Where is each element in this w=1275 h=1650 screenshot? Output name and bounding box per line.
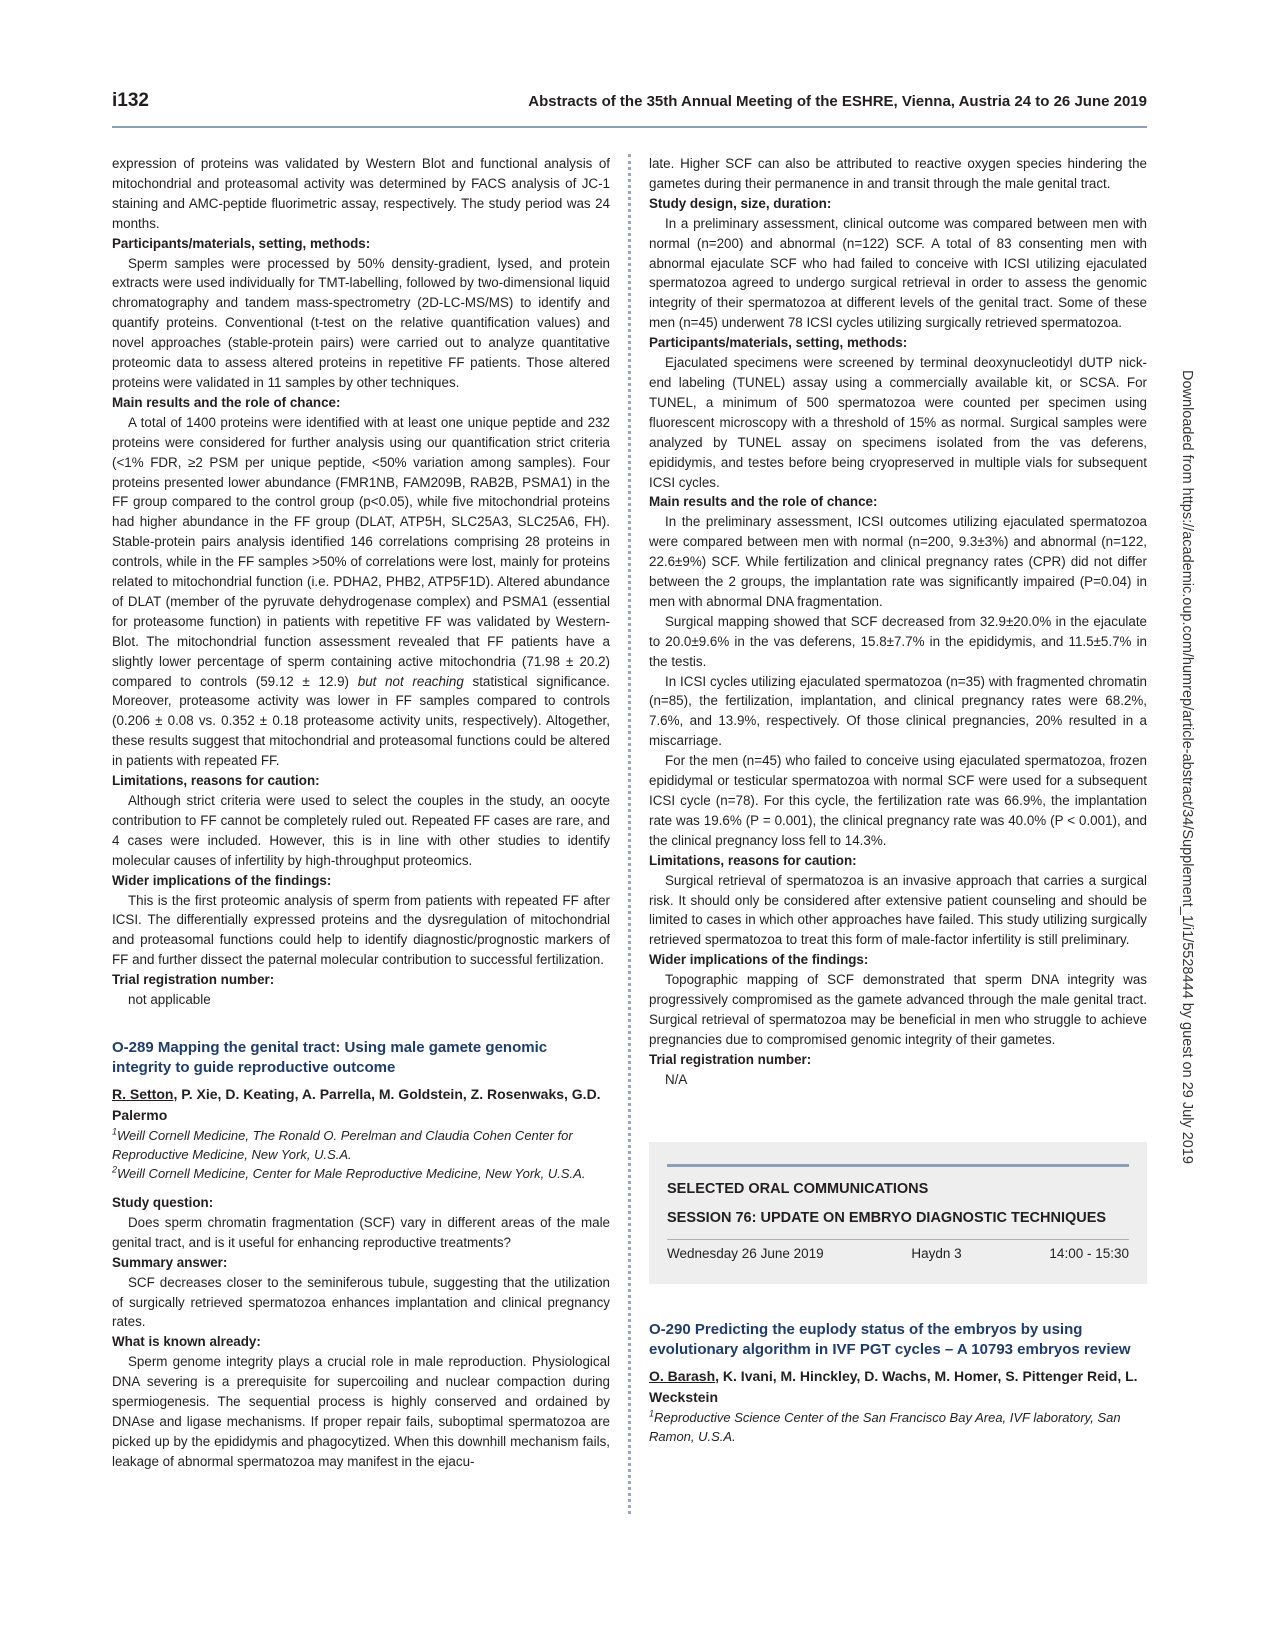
spacer [112, 1183, 610, 1193]
trial-registration-value: not applicable [128, 992, 211, 1008]
presenting-author: R. Setton [112, 1085, 174, 1102]
paragraph: In a preliminary assessment, clinical outcome was compared between men with normal (n=200) and abnormal (n=122) SCF. A total of 83 consenting men with abnormal ejaculate SCF who had failed to conceive with ICSI utilizing ejaculated spermatozoa agreed to undergo surgical retrieval in order to assess the genomic integrity of their spermatozoa at different levels of the genital tract. Some of these men (n=45) underwent 78 ICSI cycles utilizing surgically retrieved spermatozoa. [649, 215, 1147, 331]
session-room: Haydn 3 [911, 1245, 962, 1261]
intro-paragraph: expression of proteins was validated by Western Blot and functional analysis of mitochondrial and proteasomal activity was determined by FACS analysis of JC-1 staining and AMC-peptide fluorimetric assay, respectively. The study period was 24 months. [112, 156, 610, 231]
affiliation [112, 1126, 610, 1164]
page-number: i132 [112, 90, 149, 111]
paragraph: Ejaculated specimens were screened by terminal deoxynucleotidyl dUTP nick-end labeling (TUNEL) assay using a commercially available kit, or SCSA. For TUNEL, a minimum of 500 spermatozoa were counted per specimen using fluorescent microscopy with a threshold of 15% as normal. Surgical samples were analyzed by TUNEL assay on specimens isolated from the vas deferens, epididymis, and testes before being cryopreserved in multiple vials for subsequent ICSI cycles. [649, 355, 1147, 490]
paragraph: Surgical mapping showed that SCF decreased from 32.9±20.0% in the ejaculate to 20.0±9.6% in the vas deferens, 15.8±7.7% in the epididymis, and 11.5±5.7% in the testis. [649, 613, 1147, 669]
section-heading: Main results and the role of chance: [649, 494, 878, 510]
author-list [112, 1084, 610, 1126]
header-rule [112, 126, 1147, 128]
paragraph: For the men (n=45) who failed to conceive using ejaculated spermatozoa, frozen epididymal or testicular spermatozoa with normal SCF were used for a subsequent ICSI cycle (n=78). For this cycle, the fertilization rate was 66.9%, the implantation rate was 19.6% (P = 0.001), the clinical pregnancy rate was 40.0% (P < 0.001), and the clinical pregnancy loss fell to 14.3%. [649, 753, 1147, 848]
affiliation-marker: 1 [112, 1126, 118, 1137]
left-column [112, 154, 610, 1472]
section-heading: Limitations, reasons for caution: [112, 773, 320, 789]
affiliation-marker: 1 [649, 1408, 655, 1419]
affiliation-text: Weill Cornell Medicine, The Ronald O. Perelman and Claudia Cohen Center for Reproductive Medicine, New York, U.S.A. [112, 1127, 573, 1162]
section-heading: Wider implications of the findings: [112, 872, 332, 888]
text-run: statistical significance. Moreover, proteasome activity was lower in FF samples compared to controls (0.206 ± 0.08 vs. 0.352 ± 0.18 proteasome activity units, respectively). Altogether, these results suggest that mitochondrial and proteasomal functions could be altered in patients with repeated FF. [112, 673, 610, 769]
paragraph: SCF decreases closer to the seminiferous tubule, suggesting that the utilization of surgically retrieved spermatozoa enhances implantation and clinical pregnancy rates. [112, 1274, 610, 1330]
presenting-author: O. Barash [649, 1367, 716, 1384]
session-date: Wednesday 26 June 2019 [667, 1245, 824, 1261]
session-time: 14:00 - 15:30 [1049, 1245, 1129, 1261]
trial-registration-value: N/A [665, 1071, 688, 1087]
column-separator [628, 154, 631, 1514]
other-authors: , K. Ivani, M. Hinckley, D. Wachs, M. Homer, S. Pittenger Reid, L. Weckstein [649, 1367, 1138, 1405]
abstract-title: O-290 Predicting the euplody status of the embryos by using evolutionary algorithm in IVF PGT cycles – A 10793 embryos review [649, 1320, 1131, 1358]
author-list [649, 1366, 1147, 1408]
paragraph: Does sperm chromatin fragmentation (SCF) vary in different areas of the male genital tract, and is it useful for enhancing reproductive treatments? [112, 1214, 610, 1250]
affiliation [649, 1408, 1147, 1446]
section-heading: Participants/materials, setting, methods: [649, 335, 908, 351]
section-heading: Summary answer: [112, 1254, 228, 1270]
section-heading: Participants/materials, setting, methods: [112, 235, 371, 251]
session-meta [667, 1239, 1129, 1264]
section-heading: Main results and the role of chance: [112, 394, 341, 410]
section-heading: What is known already: [112, 1334, 261, 1350]
session-title: SESSION 76: UPDATE ON EMBRYO DIAGNOSTIC TECHNIQUES [667, 1209, 1107, 1226]
paragraph: Sperm genome integrity plays a crucial role in male reproduction. Physiological DNA severing is a prerequisite for supercoiling and nuclear compaction during spermiogenesis. The sequential process is highly conserved and ordained by DNAse and ligase mechanisms. If proper repair fails, suboptimal spermatozoa are picked up by the epididymis and phagocytized. When this downhill mechanism fails, leakage of abnormal spermatozoa may manifest in the ejacu- [112, 1354, 610, 1469]
other-authors: , P. Xie, D. Keating, A. Parrella, M. Goldstein, Z. Rosenwaks, G.D. Palermo [112, 1085, 601, 1123]
paragraph: Sperm samples were processed by 50% density-gradient, lysed, and protein extracts were used individually for TMT-labelling, followed by two-dimensional liquid chromatography and tandem mass-spectrometry (2D-LC-MS/MS) to identify and quantify proteins. Conventional (t-test on the relative quantification values) and novel approaches (stable-protein pairs) were carried out to analyze quantitative proteomic data to assess altered proteins in repetitive FF patients. Those altered proteins were validated in 11 samples by other techniques. [112, 255, 610, 390]
paragraph: In the preliminary assessment, ICSI outcomes utilizing ejaculated spermatozoa were compared between men with normal (n=200, 9.3±3%) and abnormal (n=122, 22.6±9%) SCF. While fertilization and clinical pregnancy rates (CPR) did not differ between the 2 groups, the implantation rate was significantly impaired (P=0.04) in men with abnormal DNA fragmentation. [649, 514, 1147, 609]
section-heading: Study question: [112, 1194, 214, 1210]
results-paragraph [112, 413, 610, 771]
paragraph: In ICSI cycles utilizing ejaculated spermatozoa (n=35) with fragmented chromatin (n=85), the fertilization, implantation, and clinical pregnancy rates were 68.2%, 7.6%, and 13.9%, respectively. Of those clinical pregnancies, 20% resulted in a miscarriage. [649, 673, 1147, 749]
section-heading: Limitations, reasons for caution: [649, 852, 857, 868]
paragraph: Topographic mapping of SCF demonstrated that sperm DNA integrity was progressively compromised as the gamete advanced through the male genital tract. Surgical retrieval of spermatozoa may be beneficial in men who struggle to achieve pregnancies due to compromised genomic integrity of their gametes. [649, 972, 1147, 1047]
affiliation-text: Weill Cornell Medicine, Center for Male Reproductive Medicine, New York, U.S.A. [117, 1165, 586, 1181]
session-box-inner [667, 1164, 1129, 1264]
section-heading: Wider implications of the findings: [649, 952, 869, 968]
journal-header-title: Abstracts of the 35th Annual Meeting of the ESHRE, Vienna, Austria 24 to 26 June 2019 [528, 93, 1147, 110]
paragraph: Surgical retrieval of spermatozoa is an invasive approach that carries a surgical risk. It should only be considered after extensive patient counseling and should be limited to cases in which other approaches have failed. This study utilizing surgically retrieved spermatozoa to treat this form of male-factor infertility is still preliminary. [649, 872, 1147, 948]
session-category: SELECTED ORAL COMMUNICATIONS [667, 1180, 929, 1197]
section-heading: Study design, size, duration: [649, 195, 832, 211]
paragraph: Although strict criteria were used to select the couples in the study, an oocyte contribution to FF cannot be completely ruled out. Repeated FF cases are rare, and 4 cases were included. However, this is in line with other studies to identify molecular causes of infertility by high-throughput proteomics. [112, 793, 610, 868]
section-heading: Trial registration number: [649, 1051, 812, 1067]
affiliation-marker: 2 [112, 1164, 118, 1175]
right-column [649, 154, 1147, 1446]
download-watermark: Downloaded from https://academic.oup.com/humrep/article-abstract/34/Supplement_1/i1/5528444 by guest on 29 July 2019 [1179, 370, 1195, 1164]
paragraph: This is the first proteomic analysis of sperm from patients with repeated FF after ICSI. The differentially expressed proteins and the dysregulation of mitochondrial and proteasomal functions could help to identify diagnostic/prognostic markers of FF and further dissect the paternal molecular contribution to successful fertilization. [112, 892, 610, 968]
continued-paragraph: late. Higher SCF can also be attributed to reactive oxygen species hindering the gametes during their permanence in and transit through the male genital tract. [649, 156, 1147, 191]
affiliation [112, 1164, 610, 1183]
section-heading: Trial registration number: [112, 972, 275, 988]
affiliation-text: Reproductive Science Center of the San Francisco Bay Area, IVF laboratory, San Ramon, U.S.A. [649, 1409, 1121, 1444]
text-run: A total of 1400 proteins were identified with at least one unique peptide and 232 proteins were considered for further analysis using our quantification strict criteria (<1% FDR, ≥2 PSM per unique peptide, <50% variation among samples). Four proteins presented lower abundance (FMR1NB, FAM209B, RAB2B, PSMA1) in the FF group compared to the control group (p<0.05), while five mitochondrial proteins had higher abundance in the FF group (DLAT, ATP5H, SLC25A3, SLC25A6, FH). Stable-protein pairs analysis identified 146 correlations comprising 28 proteins in controls, while in the FF samples >50% of correlations were lost, mainly for proteins related to mitochondrial function (i.e. PDHA2, PHB2, ATP5F1D). Altered abundance of DLAT (member of the pyruvate dehydrogenase complex) and PSMA1 (essential for proteasome function) in patients with repetitive FF was validated by Western-Blot. The mitochondrial function assessment revealed that FF patients have a slightly lower percentage of sperm containing active mitochondria (71.98 ± 20.2) compared to controls (59.12 ± 12.9) [112, 414, 610, 689]
italic-run: but not reaching [357, 673, 464, 689]
session-box [649, 1142, 1147, 1284]
abstract-title: O-289 Mapping the genital tract: Using male gamete genomic integrity to guide reproductive outcome [112, 1038, 548, 1076]
